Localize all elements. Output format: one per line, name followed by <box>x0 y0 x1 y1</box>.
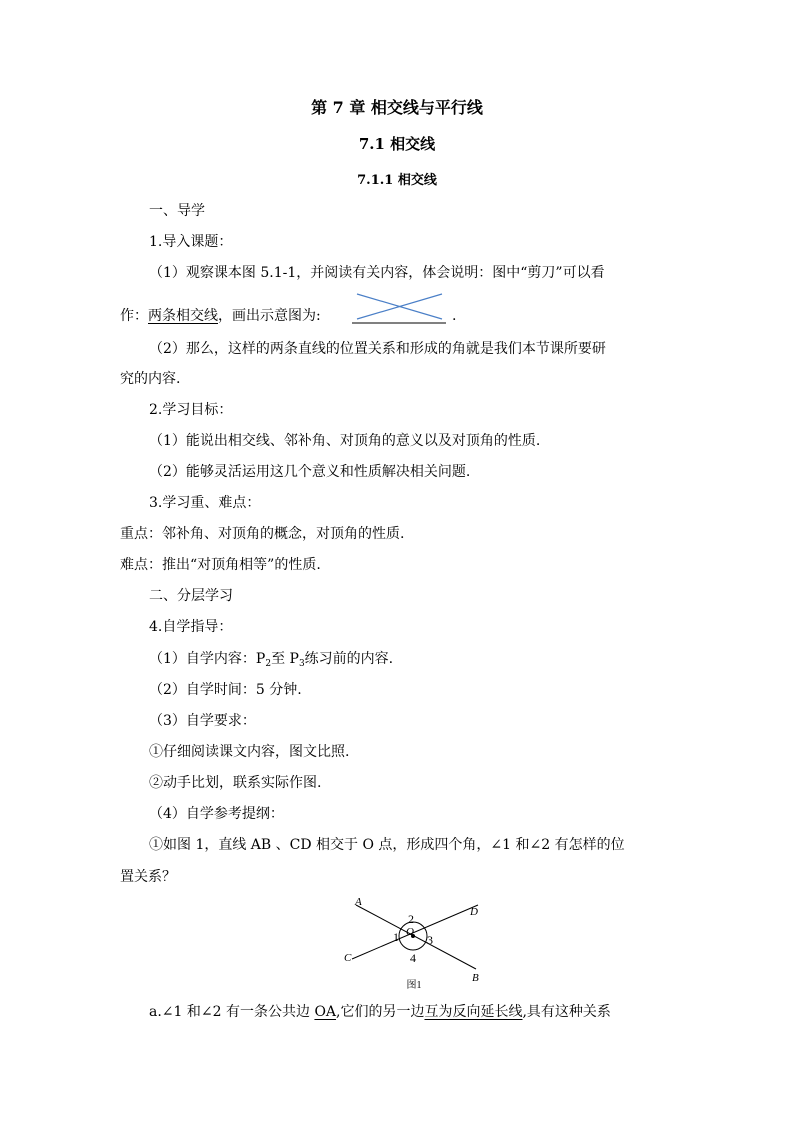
figure-1-intersecting-lines <box>336 893 492 995</box>
requirement-2: ②动手比划，联系实际作图. <box>149 775 322 791</box>
answer-a-mid: ,它们的另一边 <box>336 1004 425 1020</box>
label-d: D <box>470 906 478 918</box>
item1-line2-end: . <box>452 308 457 324</box>
item1-paragraph1-line2 <box>120 306 321 326</box>
item1-paragraph1-line1: （1）观察课本图 5.1-1，并阅读有关内容，体会说明：图中“剪刀”可以看 <box>149 265 605 281</box>
angle-3-label: 3 <box>427 933 433 947</box>
item2-heading: 2.学习目标： <box>149 402 233 418</box>
angle-2-label: 2 <box>408 912 414 926</box>
self-study-content <box>149 649 393 669</box>
content-mid: 至 P <box>271 651 299 667</box>
content-suffix: 练习前的内容. <box>304 651 394 667</box>
item1-heading: 1.导入课题： <box>149 234 233 250</box>
item1-line2-prefix: 作： <box>120 308 148 324</box>
question1-line2: 置关系？ <box>120 869 176 885</box>
answer-a-suffix: ,具有这种关系 <box>522 1004 611 1020</box>
self-study-time: （2）自学时间：5 分钟. <box>149 682 302 698</box>
learning-goal-2: （2）能够灵活运用这几个意义和性质解决相关问题. <box>149 464 471 480</box>
subsection-title: 7.1.1 相交线 <box>357 173 437 188</box>
item1-paragraph2-line2: 究的内容. <box>120 371 181 387</box>
chapter-title: 第 7 章 相交线与平行线 <box>311 98 483 117</box>
label-a: A <box>355 896 362 908</box>
part1-heading: 一、导学 <box>149 203 205 219</box>
blank-common-side: OA <box>314 1004 337 1020</box>
content-sub-3: 3 <box>298 659 305 669</box>
item3-heading: 3.学习重、难点： <box>149 495 261 511</box>
label-b: B <box>472 972 479 984</box>
answer-a-line <box>149 1002 611 1022</box>
difficult-point: 难点：推出“对顶角相等”的性质. <box>120 557 321 573</box>
section-title: 7.1 相交线 <box>358 135 436 153</box>
part2-heading: 二、分层学习 <box>149 588 233 604</box>
content-prefix: （1）自学内容：P <box>149 651 266 667</box>
key-point: 重点：邻补角、对顶角的概念，对顶角的性质. <box>120 526 405 542</box>
self-study-requirements-heading: （3）自学要求： <box>149 713 256 729</box>
reference-outline-heading: （4）自学参考提纲： <box>149 806 284 822</box>
item1-paragraph2-line1: （2）那么，这样的两条直线的位置关系和形成的角就是我们本节课所要研 <box>149 341 606 357</box>
label-o: O <box>406 926 414 938</box>
line-ab <box>356 905 476 969</box>
requirement-1: ①仔细阅读课文内容，图文比照. <box>149 744 350 760</box>
answer-a-prefix: a.∠1 和∠2 有一条公共边 <box>149 1004 315 1020</box>
item4-heading: 4.自学指导： <box>149 619 233 635</box>
blank-opposite-extension: 互为反向延长线 <box>424 1004 523 1020</box>
learning-goal-1: （1）能说出相交线、邻补角、对顶角的意义以及对顶角的性质. <box>149 433 541 449</box>
crossed-lines-sketch <box>350 290 450 326</box>
angle-1-label: 1 <box>393 930 399 944</box>
item1-line2-suffix: ，画出示意图为: <box>218 308 321 324</box>
figure-caption: 图1 <box>406 980 422 991</box>
angle-4-label: 4 <box>410 951 416 965</box>
answer-intersecting-lines: 两条相交线 <box>148 308 218 324</box>
label-c: C <box>344 952 352 964</box>
content-sub-2: 2 <box>265 659 272 669</box>
question1-line1: ①如图 1，直线 AB 、CD 相交于 O 点，形成四个角，∠1 和∠2 有怎样的位 <box>149 837 625 853</box>
